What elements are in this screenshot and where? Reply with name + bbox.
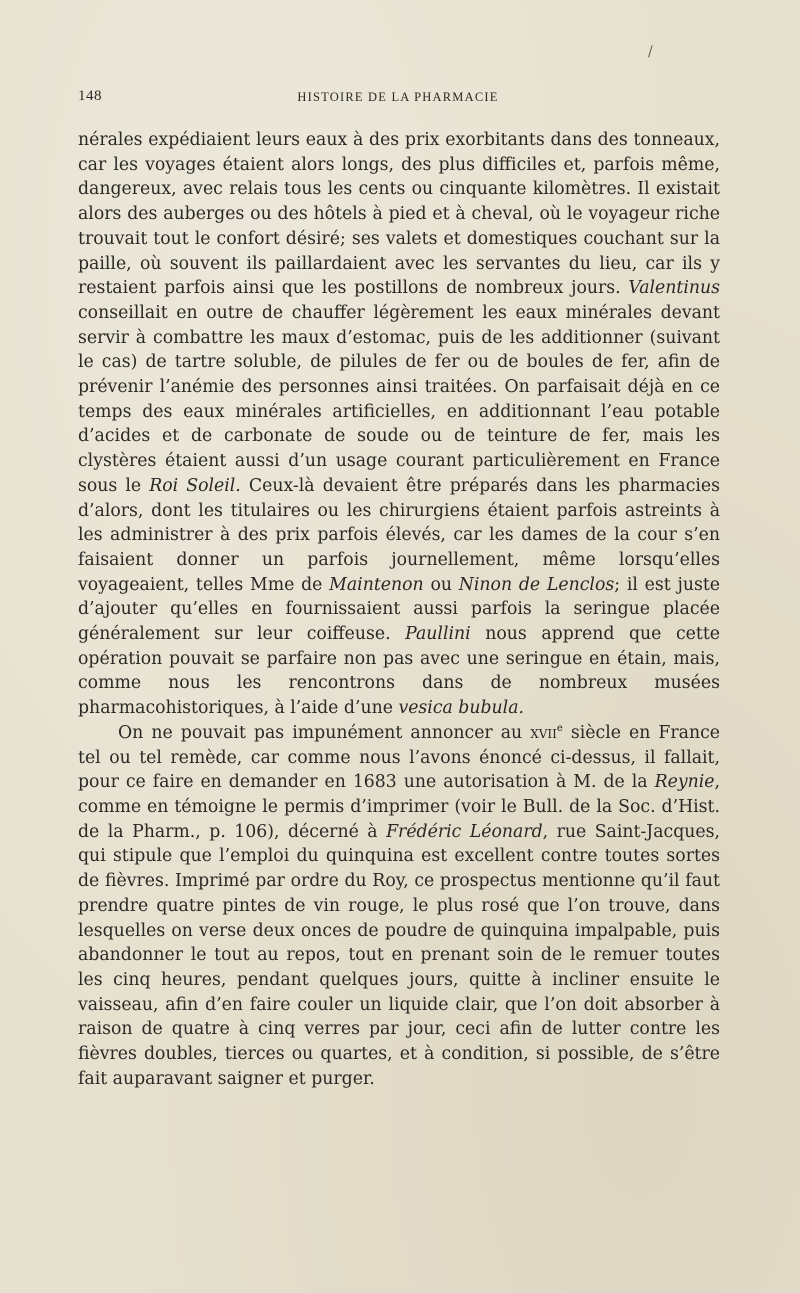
italic-term: Valentinus [628,278,720,299]
body-text [78,128,720,1091]
running-title: HISTOIRE DE LA PHARMACIE [297,90,499,104]
text-run: conseillait en outre de chauffer légèrement les eaux minérales devant servir à combattre les maux d’estomac, puis de les additionner (suivant le cas) de tartre soluble, de pilules de fer ou de boules de fer, afin de prévenir l’anémie des personnes ainsi traitées. On parfaisait déjà en ce temps des eaux minérales artificielles, en additionnant l’eau potable d’acides et de carbonate de soude ou de teinture de fer, mais les clystères étaient aussi d’un usage courant particulièrement en France sous le [78,302,720,496]
italic-term: Reynie [654,772,715,793]
text-run: siècle en France tel ou tel remède, car comme nous l’avons énoncé ci-dessus, il fallait, pour ce faire en demander en 1683 une autorisation à M. de la [78,722,720,793]
page-number: 148 [78,88,102,104]
text-run: Ceux-là devaient être préparés dans les pharmacies d’alors, dont les titulaires ou les chirurgiens étaient parfois astreints à les administrer à des prix parfois élevés, car les dames de la cour s’en faisaient donner un parfois journellement, même lorsqu’elles voyageaient, telles Mme de [78,475,721,595]
italic-term: Maintenon [329,574,424,595]
paragraph-1 [78,128,720,721]
scan-mark: / [648,44,653,60]
italic-term: Roi Soleil. [149,475,241,496]
century-numeral: xvii [530,722,557,743]
text-run: On ne pouvait pas impunément annoncer au [118,722,531,743]
text-run: nous apprend que cette opération pouvait se parfaire non pas avec une seringue en étain, mais, comme nous les rencontrons dans de nombreux musées pharmacohistoriques, à l’aide d’une [78,624,720,719]
paragraph-2 [78,721,720,1092]
superscript: e [556,723,563,735]
text-run: ou [423,574,459,595]
italic-term: Frédéric Léonard [386,821,543,842]
text-run: , comme en témoigne le permis d’imprimer (voir le Bull. de la Soc. d’Hist. de la Pharm., p. 106), décerné à [78,772,720,842]
italic-term: Ninon de Lenclos [458,574,615,595]
text-run: , rue Saint-Jacques, qui stipule que l’emploi du quinquina est excellent contre toutes sortes de fièvres. Imprimé par ordre du Roy, ce prospectus mentionne qu’il faut prendre quatre pintes de vin rouge, le plus rosé que l’on trouve, dans lesquelles on verse deux onces de poudre de quinquina impalpable, puis abandonner le tout au repos, tout en prenant soin de le remuer toutes les cinq heures, pendant quelques jours, quitte à incliner ensuite le vaisseau, afin d’en faire couler un liquide clair, que l’on doit absorber à raison de quatre à cinq verres par jour, ceci afin de lutter contre les fièvres doubles, tierces ou quartes, et à condition, si possible, de s’être fait auparavant saigner et purger. [78,821,720,1089]
text-run: nérales expédiaient leurs eaux à des prix exorbitants dans des tonneaux, car les voyages étaient alors longs, des plus difficiles et, parfois même, dangereux, avec relais tous les cents ou cinquante kilomètres. Il existait alors des auberges ou des hôtels à pied et à cheval, où le voyageur riche trouvait tout le confort désiré; ses valets et domestiques couchant sur la paille, où souvent ils paillardaient avec les servantes du lieu, car ils y restaient parfois ainsi que les postillons de nombreux jours. [78,130,720,299]
italic-term: Paullini [405,624,471,645]
italic-term: vesica bubula. [398,698,525,719]
text-run: ; il est juste d’ajouter qu’elles en fournissaient aussi parfois la seringue placée généralement sur leur coiffeuse. [78,574,720,645]
page-header [78,88,718,110]
